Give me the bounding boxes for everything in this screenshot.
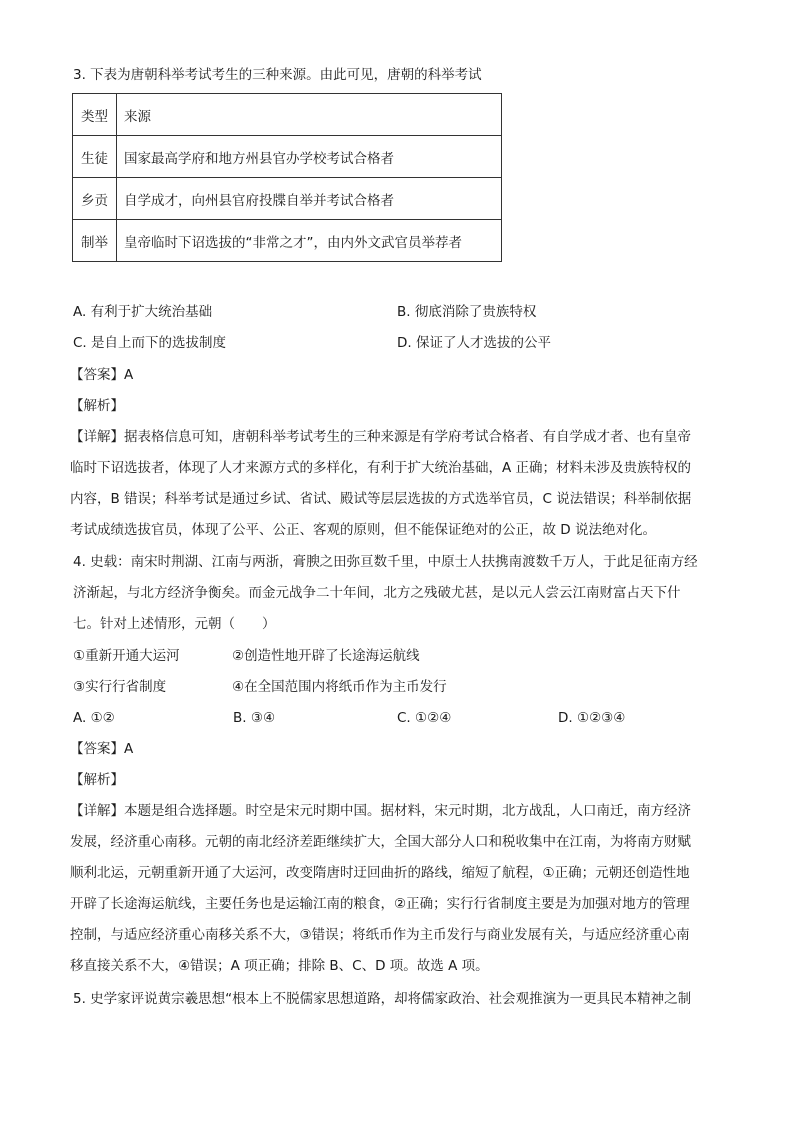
q5-stem: 5. 史学家评说黄宗羲思想“根本上不脱儒家思想道路，却将儒家政治、社会观推演为一更具民本精神之制	[73, 991, 692, 1007]
q3-detail-line: 内容，B 错误；科举考试是通过乡试、省试、殿试等层层选拔的方式选举官员，C 说法错误；科举制依据	[70, 491, 692, 507]
q4-detail-line: 控制，与适应经济重心南移关系不大，③错误；将纸币作为主币发行与商业发展有关，与适应经济重心南	[70, 927, 690, 943]
q4-stem-line: 七。针对上述情形，元朝（ ）	[73, 616, 276, 632]
table-cell-source: 自学成才，向州县官府投牒自举并考试合格者	[117, 178, 502, 220]
q4-detail-line: 移直接关系不大，④错误；A 项正确；排除 B、C、D 项。故选 A 项。	[70, 958, 489, 974]
table-cell-type: 生徒	[73, 136, 117, 178]
q3-option-b: B. 彻底消除了贵族特权	[397, 304, 537, 320]
table-row	[73, 178, 502, 220]
q4-detail-line: 【详解】本题是组合选择题。时空是宋元时期中国。据材料，宋元时期，北方战乱，人口南迁，南方经济	[70, 803, 691, 819]
q3-answer: 【答案】A	[70, 367, 134, 383]
table-row	[73, 136, 502, 178]
q4-detail-line: 开辟了长途海运航线，主要任务也是运输江南的粮食，②正确；实行行省制度主要是为加强对地方的管理	[70, 896, 690, 912]
table-row	[73, 94, 502, 136]
q4-item-4: ④在全国范围内将纸币作为主币发行	[232, 679, 447, 695]
table-cell-type: 类型	[73, 94, 117, 136]
table-cell-source: 国家最高学府和地方州县官办学校考试合格者	[117, 136, 502, 178]
q4-stem-line: 济渐起，与北方经济争衡矣。而金元战争二十年间，北方之残破尤甚，是以元人尝云江南财富占天下什	[73, 585, 681, 601]
q3-detail-line: 考试成绩选拔官员，体现了公平、公正、客观的原则，但不能保证绝对的公正，故 D 说法绝对化。	[70, 522, 656, 538]
q4-stem-line: 4. 史载：南宋时荆湖、江南与两浙，膏腴之田弥亘数千里，中原士人扶携南渡数千万人，于此足征南方经	[73, 554, 698, 570]
q4-option-b: B. ③④	[233, 710, 276, 726]
q4-item-3: ③实行行省制度	[73, 679, 167, 695]
q4-detail-line: 发展，经济重心南移。元朝的南北经济差距继续扩大，全国大部分人口和税收集中在江南，为将南方财赋	[70, 834, 691, 850]
q3-stem: 3. 下表为唐朝科举考试考生的三种来源。由此可见，唐朝的科举考试	[73, 67, 482, 83]
q3-source-table	[72, 93, 502, 262]
q3-option-d: D. 保证了人才选拔的公平	[397, 335, 551, 351]
table-cell-source: 皇帝临时下诏选拔的“非常之才”，由内外文武官员举荐者	[117, 220, 502, 262]
q4-item-1: ①重新开通大运河	[73, 648, 180, 664]
q3-detail-line: 临时下诏选拔者，体现了人才来源方式的多样化，有利于扩大统治基础，A 正确；材料未涉及贵族特权的	[70, 460, 692, 476]
q3-detail	[70, 422, 718, 546]
q4-option-c: C. ①②④	[397, 710, 452, 726]
q4-analysis-heading: 【解析】	[70, 772, 124, 788]
table-row	[73, 220, 502, 262]
q4-detail-line: 顺利北运，元朝重新开通了大运河，改变隋唐时迂回曲折的路线，缩短了航程，①正确；元朝还创造性地	[70, 865, 690, 881]
q3-option-a: A. 有利于扩大统治基础	[73, 304, 213, 320]
table-cell-type: 乡贡	[73, 178, 117, 220]
q4-option-d: D. ①②③④	[558, 710, 626, 726]
q3-option-c: C. 是自上而下的选拔制度	[73, 335, 227, 351]
q4-answer: 【答案】A	[70, 741, 134, 757]
table-cell-source: 来源	[117, 94, 502, 136]
q4-stem	[73, 547, 721, 640]
q3-analysis-heading: 【解析】	[70, 398, 124, 414]
q4-detail	[70, 796, 718, 982]
q3-detail-line: 【详解】据表格信息可知，唐朝科举考试考生的三种来源是有学府考试合格者、有自学成才者、也有皇帝	[70, 429, 691, 445]
q4-option-a: A. ①②	[73, 710, 115, 726]
q4-item-2: ②创造性地开辟了长途海运航线	[232, 648, 420, 664]
table-cell-type: 制举	[73, 220, 117, 262]
